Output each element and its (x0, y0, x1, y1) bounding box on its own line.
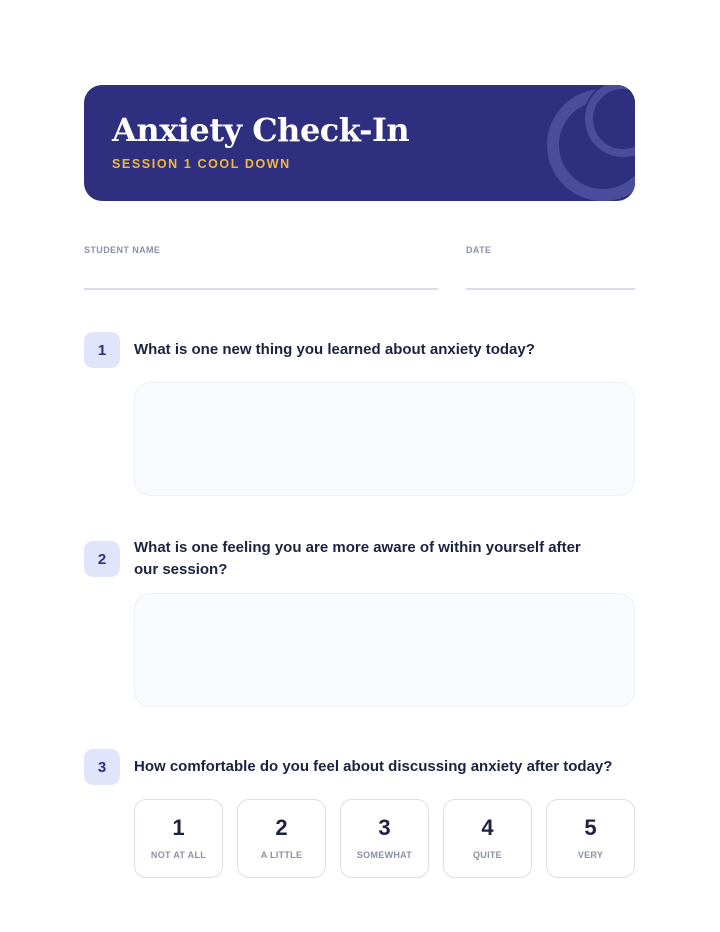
scale-label: NOT AT ALL (150, 850, 207, 860)
scale-option[interactable] (237, 799, 326, 878)
question-text: What is one feeling you are more aware of within yourself after our session? (134, 539, 581, 578)
header-card (84, 85, 635, 201)
question-number-badge: 3 (84, 749, 120, 785)
date-field[interactable] (466, 288, 635, 290)
answer-box[interactable] (134, 382, 635, 496)
student-name-field[interactable] (84, 288, 438, 290)
scale-label: VERY (577, 850, 604, 860)
date-label: DATE (466, 245, 492, 255)
scale-value: 2 (275, 815, 288, 840)
scale-value: 3 (378, 815, 391, 840)
scale-option[interactable] (134, 799, 223, 878)
scale-value: 1 (172, 815, 185, 840)
student-name-label: STUDENT NAME (84, 245, 161, 255)
scale-option[interactable] (546, 799, 635, 878)
scale-option[interactable] (340, 799, 429, 878)
scale-value: 5 (584, 815, 597, 840)
answer-box[interactable] (134, 593, 635, 707)
circle-ring-icon (515, 85, 635, 201)
question-text: How comfortable do you feel about discussing anxiety after today? (134, 758, 613, 775)
page-title: Anxiety Check-In (112, 111, 410, 149)
scale-option[interactable] (443, 799, 532, 878)
scale-label: QUITE (472, 850, 502, 860)
question-number-badge: 2 (84, 541, 120, 577)
question-number-badge: 1 (84, 332, 120, 368)
page-subtitle: SESSION 1 COOL DOWN (112, 157, 291, 171)
scale-value: 4 (481, 815, 494, 840)
scale-label: SOMEWHAT (356, 850, 413, 860)
question-text: What is one new thing you learned about anxiety today? (134, 341, 535, 358)
scale-label: A LITTLE (260, 850, 303, 860)
